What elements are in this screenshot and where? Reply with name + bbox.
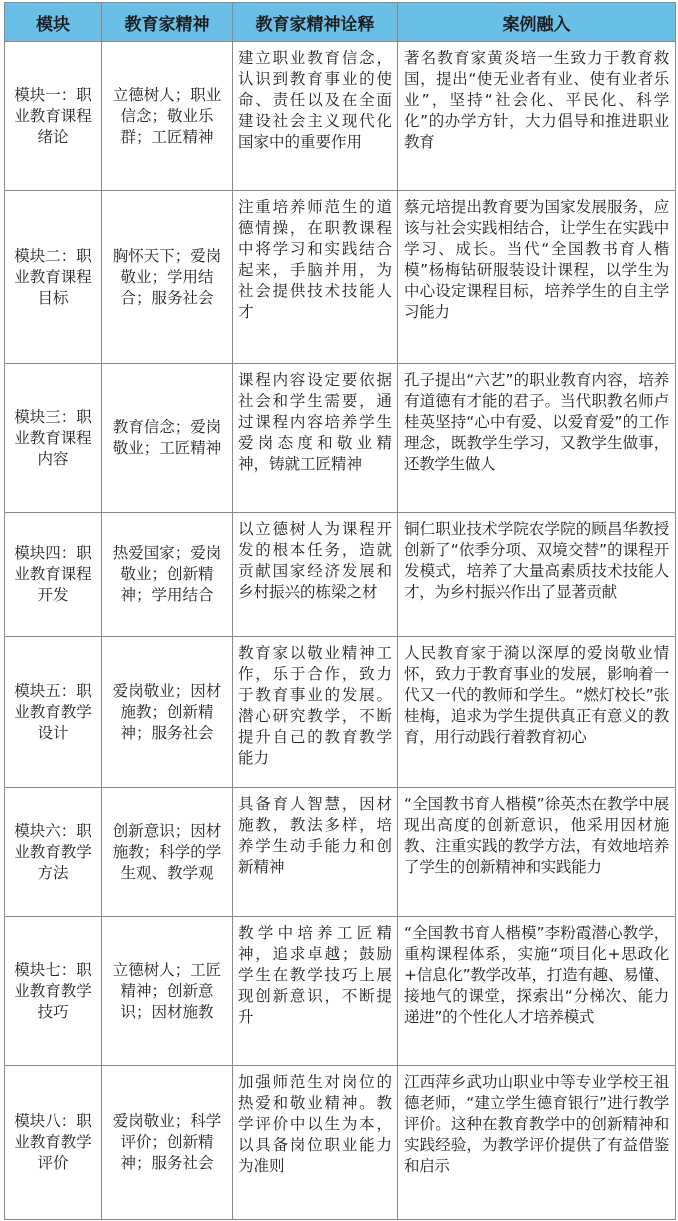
header-module: 模块 xyxy=(5,3,102,42)
case-cell: 孔子提出“六艺”的职业教育内容，培养有道德有才能的君子。当代职教名师卢桂英坚持“心中有爱、以爱育爱”的工作理念，既教学生学习，又教学生做事，还教学生做人 xyxy=(398,364,676,513)
module-cell: 模块六：职业教育教学方法 xyxy=(5,788,102,917)
spirit-cell: 立德树人；工匠精神；创新意识；因材施教 xyxy=(102,917,233,1066)
table-row xyxy=(5,1066,676,1220)
case-cell: 江西萍乡武功山职业中等专业学校王祖德老师，“建立学生德育银行”进行教学评价。这种在教育教学中的创新精神和实践经验，为教学评价提供了有益借鉴和启示 xyxy=(398,1066,676,1220)
table-row xyxy=(5,513,676,637)
table-row xyxy=(5,637,676,788)
module-cell: 模块八：职业教育教学评价 xyxy=(5,1066,102,1220)
module-cell: 模块一：职业教育课程绪论 xyxy=(5,42,102,191)
interpretation-cell: 教育家以敬业精神工作，乐于合作，致力于教育事业的发展。潜心研究教学，不断提升自己的教育教学能力 xyxy=(233,637,398,788)
interpretation-cell: 教学中培养工匠精神，追求卓越；鼓励学生在教学技巧上展现创新意识，不断提升 xyxy=(233,917,398,1066)
header-row xyxy=(5,3,676,42)
interpretation-cell: 注重培养师范生的道德情操，在职教课程中将学习和实践结合起来，手脑并用，为社会提供技术技能人才 xyxy=(233,191,398,364)
spirit-cell: 教育信念；爱岗敬业；工匠精神 xyxy=(102,364,233,513)
interpretation-cell: 以立德树人为课程开发的根本任务，造就贡献国家经济发展和乡村振兴的栋梁之材 xyxy=(233,513,398,637)
spirit-cell: 爱岗敬业；科学评价；创新精神；服务社会 xyxy=(102,1066,233,1220)
case-cell: 铜仁职业技术学院农学院的顾昌华教授创新了“依季分项、双境交替”的课程开发模式，培养了大量高素质技术技能人才，为乡村振兴作出了显著贡献 xyxy=(398,513,676,637)
table-row xyxy=(5,42,676,191)
spirit-cell: 热爱国家；爱岗敬业；创新精神；学用结合 xyxy=(102,513,233,637)
module-cell: 模块三：职业教育课程内容 xyxy=(5,364,102,513)
module-cell: 模块七：职业教育教学技巧 xyxy=(5,917,102,1066)
case-cell: “全国教书育人楷模”徐英杰在教学中展现出高度的创新意识，他采用因材施教、注重实践的教学方法，有效地培养了学生的创新精神和实践能力 xyxy=(398,788,676,917)
case-cell: “全国教书育人楷模”李粉霞潜心教学，重构课程体系，实施“项目化+思政化+信息化”教学改革，打造有趣、易懂、接地气的课堂，探索出“分梯次、能力递进”的个性化人才培养模式 xyxy=(398,917,676,1066)
header-interpretation: 教育家精神诠释 xyxy=(233,3,398,42)
interpretation-cell: 建立职业教育信念，认识到教育事业的使命、责任以及在全面建设社会主义现代化国家中的重要作用 xyxy=(233,42,398,191)
module-table xyxy=(4,2,676,1220)
table-row xyxy=(5,917,676,1066)
interpretation-cell: 课程内容设定要依据社会和学生需要，通过课程内容培养学生爱岗态度和敬业精神，铸就工匠精神 xyxy=(233,364,398,513)
module-cell: 模块五：职业教育教学设计 xyxy=(5,637,102,788)
module-cell: 模块二：职业教育课程目标 xyxy=(5,191,102,364)
table-row xyxy=(5,191,676,364)
header-spirit: 教育家精神 xyxy=(102,3,233,42)
case-cell: 人民教育家于漪以深厚的爱岗敬业情怀，致力于教育事业的发展，影响着一代又一代的教师和学生。“燃灯校长”张桂梅，追求为学生提供真正有意义的教育，用行动践行着教育初心 xyxy=(398,637,676,788)
module-cell: 模块四：职业教育课程开发 xyxy=(5,513,102,637)
case-cell: 蔡元培提出教育要为国家发展服务，应该与社会实践相结合，让学生在实践中学习、成长。当代“全国教书育人楷模”杨梅钻研服装设计课程，以学生为中心设定课程目标，培养学生的自主学习能力 xyxy=(398,191,676,364)
interpretation-cell: 具备育人智慧，因材施教，教法多样，培养学生动手能力和创新精神 xyxy=(233,788,398,917)
spirit-cell: 立德树人；职业信念；敬业乐群；工匠精神 xyxy=(102,42,233,191)
interpretation-cell: 加强师范生对岗位的热爱和敬业精神。教学评价中以生为本，以具备岗位职业能力为准则 xyxy=(233,1066,398,1220)
spirit-cell: 爱岗敬业；因材施教；创新精神；服务社会 xyxy=(102,637,233,788)
table-row xyxy=(5,364,676,513)
table-row xyxy=(5,788,676,917)
spirit-cell: 创新意识；因材施教；科学的学生观、教学观 xyxy=(102,788,233,917)
header-case: 案例融入 xyxy=(398,3,676,42)
case-cell: 著名教育家黄炎培一生致力于教育救国，提出“使无业者有业、使有业者乐业”，坚持“社会化、平民化、科学化”的办学方针，大力倡导和推进职业教育 xyxy=(398,42,676,191)
spirit-cell: 胸怀天下；爱岗敬业；学用结合；服务社会 xyxy=(102,191,233,364)
